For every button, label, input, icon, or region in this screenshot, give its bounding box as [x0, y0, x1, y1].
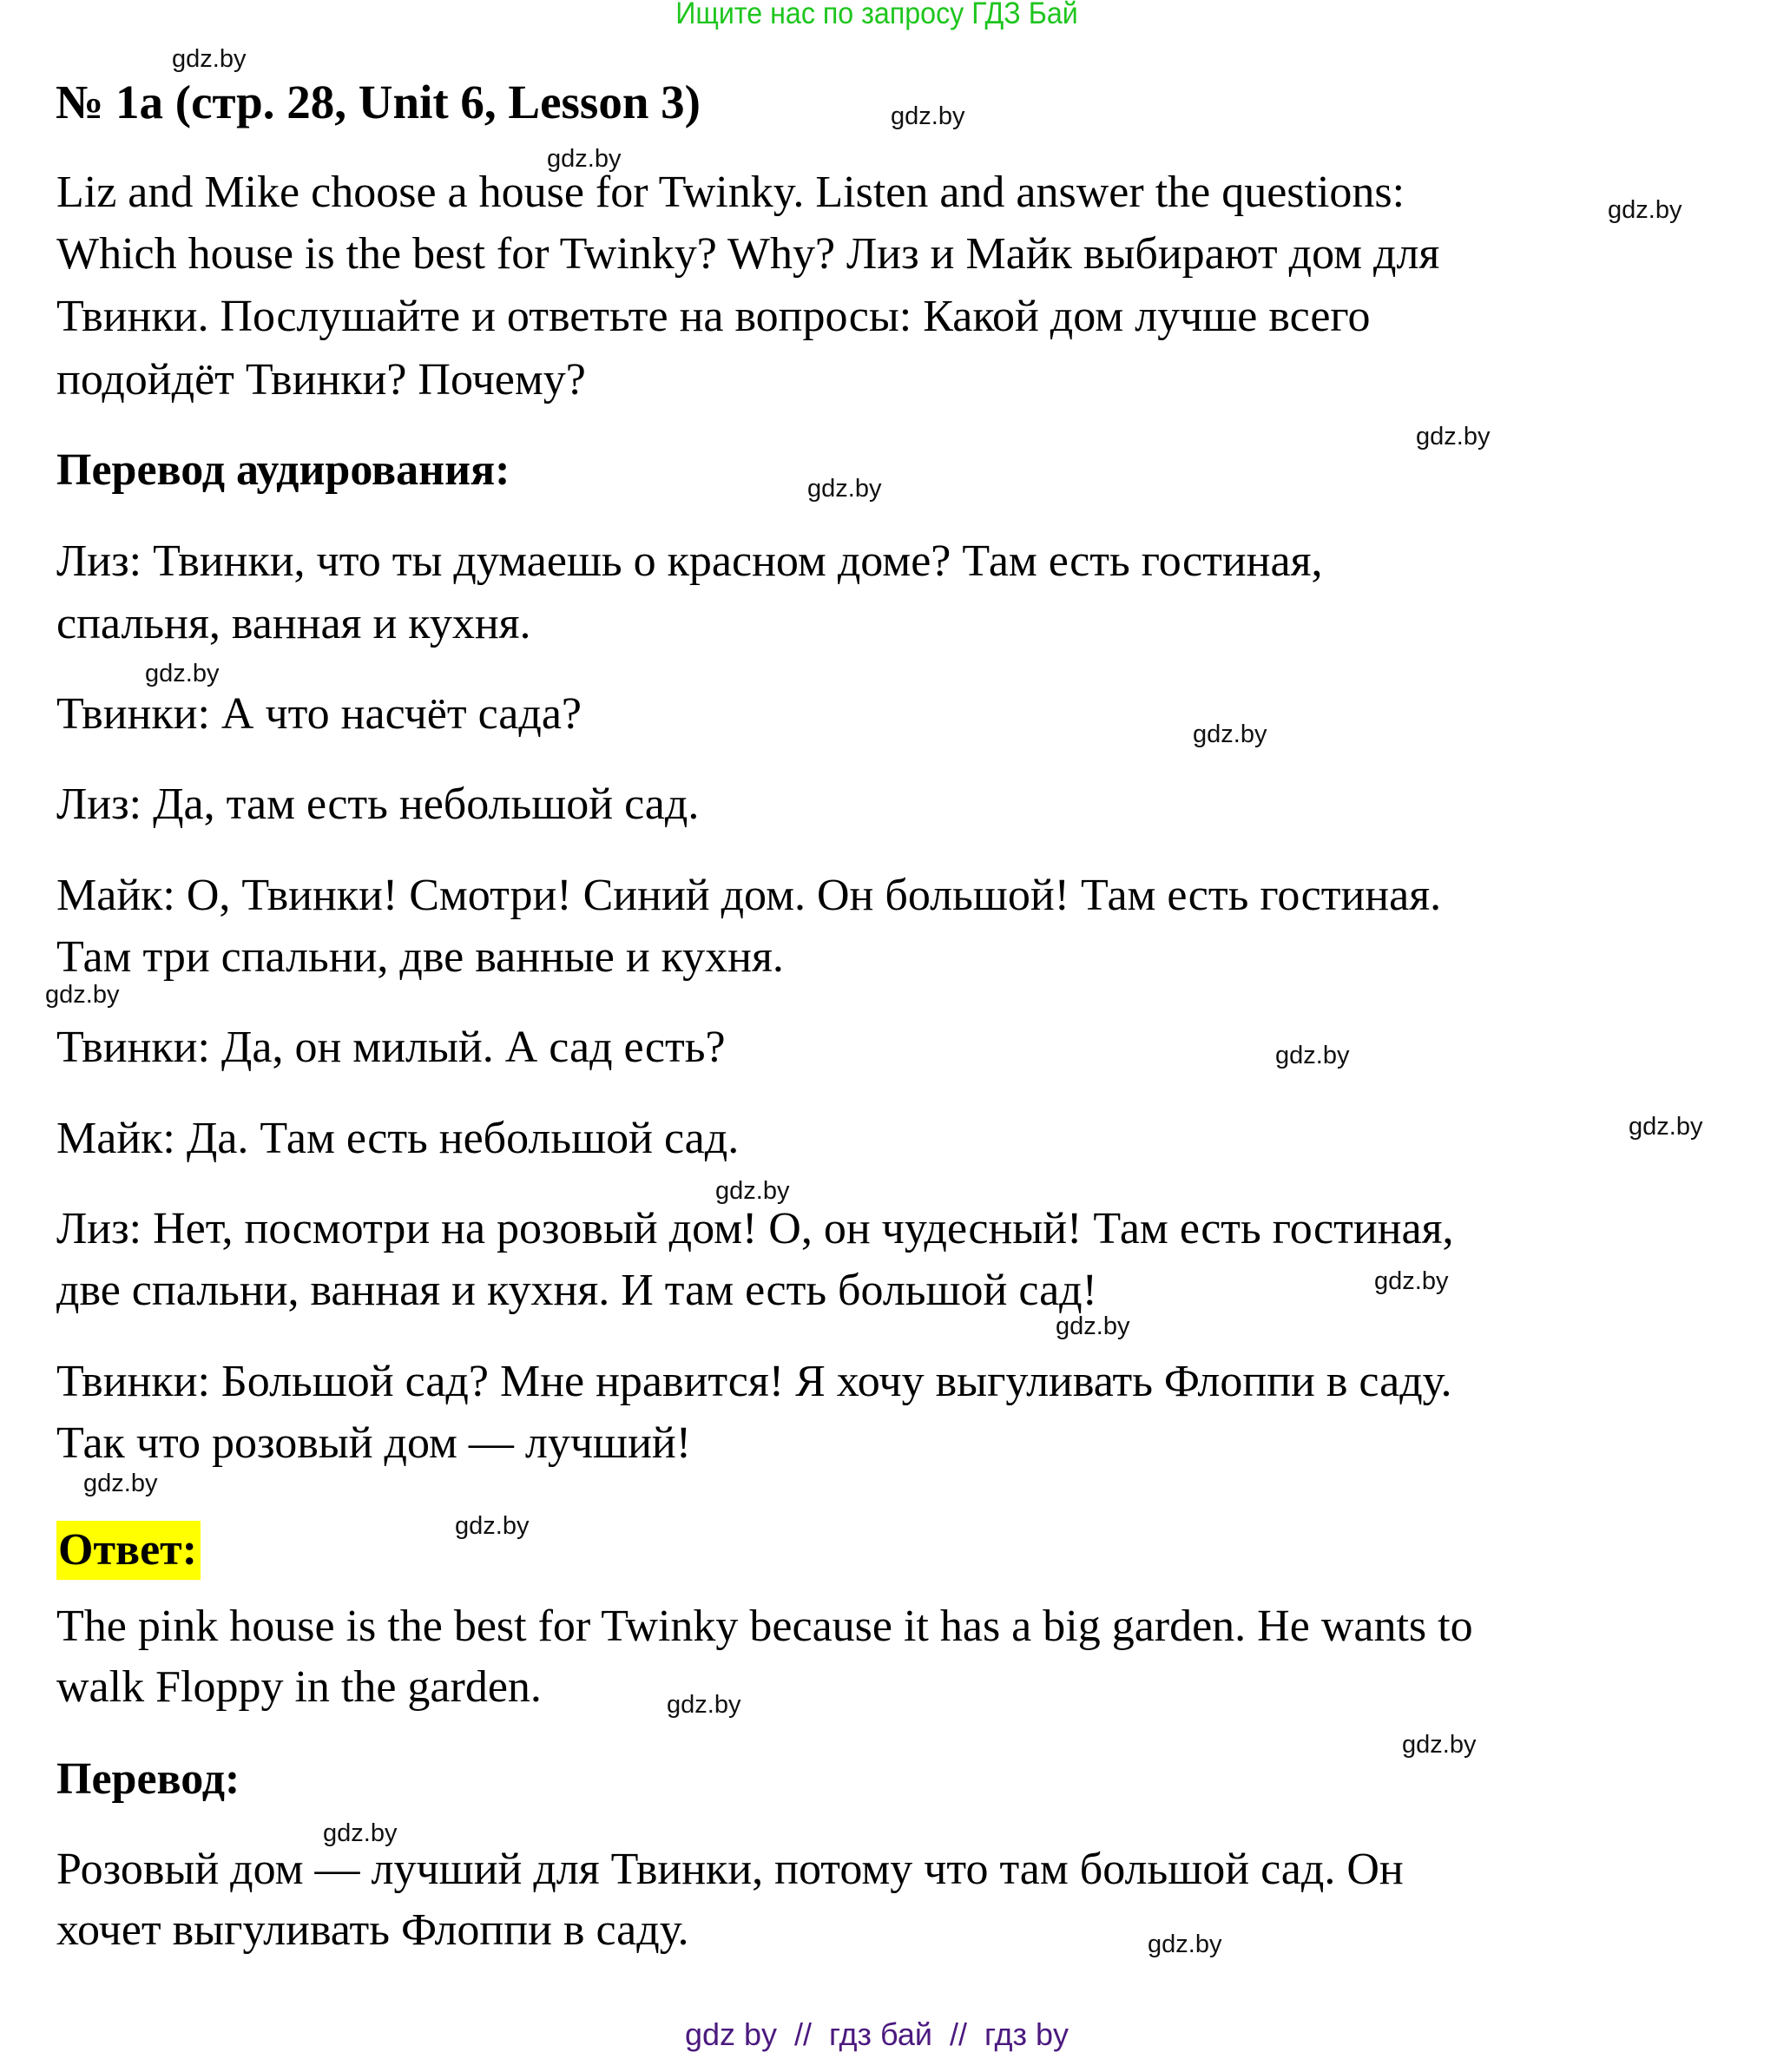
- dialog-line: две спальни, ванная и кухня. И там есть большой сад!: [56, 1266, 1097, 1315]
- watermark: gdz.by: [1275, 1042, 1350, 1069]
- dialog-line: Лиз: Твинки, что ты думаешь о красном доме? Там есть гостиная,: [56, 536, 1323, 586]
- dialog-line: Майк: Да. Там есть небольшой сад.: [56, 1114, 740, 1163]
- watermark: gdz.by: [172, 45, 247, 73]
- listening-heading: Перевод аудирования:: [56, 445, 510, 495]
- translation-heading: Перевод:: [56, 1754, 240, 1804]
- watermark: gdz.by: [1193, 720, 1267, 748]
- search-banner: Ищите нас по запросу ГДЗ Бай: [675, 0, 1078, 30]
- watermark: gdz.by: [1416, 423, 1491, 451]
- watermark: gdz.by: [145, 660, 220, 687]
- task-line: подойдёт Твинки? Почему?: [56, 355, 586, 405]
- watermark: gdz.by: [715, 1177, 790, 1205]
- dialog-line: Лиз: Нет, посмотри на розовый дом! О, он чудесный! Там есть гостиная,: [56, 1204, 1454, 1253]
- task-line: Liz and Mike choose a house for Twinky. Listen and answer the questions:: [56, 168, 1405, 217]
- translation-line: Розовый дом — лучший для Твинки, потому что там большой сад. Он: [56, 1845, 1404, 1894]
- watermark: gdz.by: [547, 145, 622, 173]
- watermark: gdz.by: [83, 1470, 158, 1497]
- watermark: gdz.by: [1148, 1931, 1222, 1958]
- translation-line: хочет выгуливать Флоппи в саду.: [56, 1905, 689, 1955]
- watermark: gdz.by: [1056, 1312, 1130, 1340]
- dialog-line: спальня, ванная и кухня.: [56, 599, 531, 648]
- answer-label: Ответ:: [56, 1521, 201, 1580]
- dialog-line: Там три спальни, две ванные и кухня.: [56, 932, 784, 982]
- task-line: Which house is the best for Twinky? Why? Лиз и Майк выбирают дом для: [56, 229, 1440, 279]
- dialog-line: Твинки: А что насчёт сада?: [56, 689, 582, 739]
- answer-line: The pink house is the best for Twinky because it has a big garden. He wants to: [56, 1602, 1473, 1651]
- watermark: gdz.by: [1374, 1267, 1449, 1295]
- exercise-title: № 1a (стр. 28, Unit 6, Lesson 3): [56, 76, 701, 128]
- watermark: gdz.by: [1629, 1113, 1703, 1141]
- dialog-line: Твинки: Большой сад? Мне нравится! Я хочу выгуливать Флоппи в саду.: [56, 1357, 1452, 1406]
- dialog-line: Майк: О, Твинки! Смотри! Синий дом. Он большой! Там есть гостиная.: [56, 871, 1442, 920]
- dialog-line: Твинки: Да, он милый. А сад есть?: [56, 1023, 726, 1072]
- watermark: gdz.by: [667, 1691, 741, 1719]
- watermark: gdz.by: [1402, 1731, 1477, 1759]
- watermark: gdz.by: [807, 475, 882, 503]
- dialog-line: Лиз: Да, там есть небольшой сад.: [56, 779, 700, 829]
- answer-line: walk Floppy in the garden.: [56, 1662, 542, 1712]
- footer-links: gdz by // гдз бай // гдз by: [684, 2016, 1069, 2052]
- watermark: gdz.by: [1608, 196, 1682, 224]
- watermark: gdz.by: [323, 1819, 398, 1847]
- watermark: gdz.by: [455, 1512, 530, 1540]
- task-line: Твинки. Послушайте и ответьте на вопросы: Какой дом лучше всего: [56, 292, 1371, 341]
- watermark: gdz.by: [45, 981, 120, 1009]
- watermark: gdz.by: [891, 102, 965, 130]
- dialog-line: Так что розовый дом — лучший!: [56, 1418, 692, 1468]
